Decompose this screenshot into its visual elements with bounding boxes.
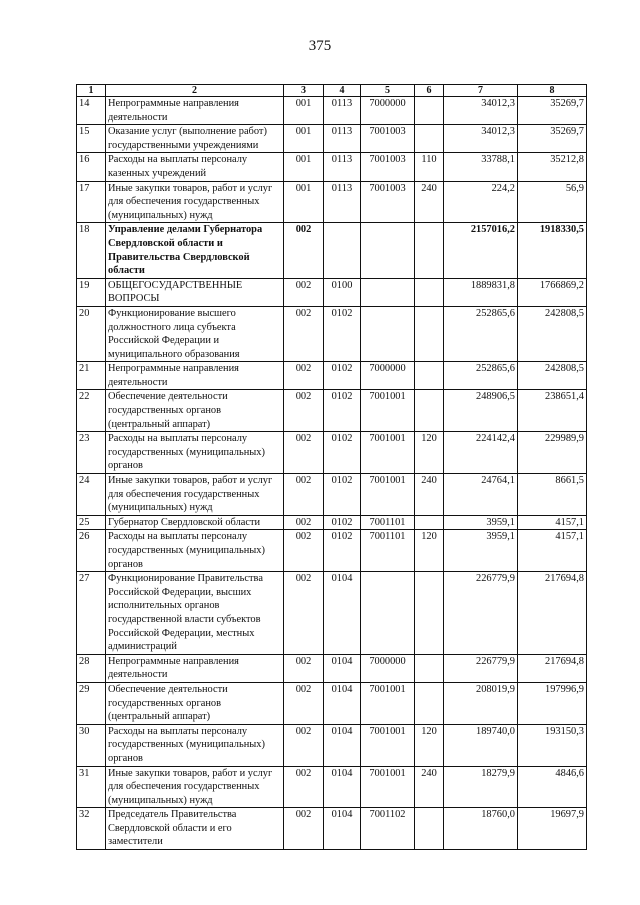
row-admin-code: 001 [284,153,324,181]
row-name: Непрограммные направления деятельности [106,362,284,390]
row-admin-code: 002 [284,278,324,306]
column-header: 3 [284,85,324,97]
row-sum-year2: 4157,1 [518,530,587,572]
row-expense-type [415,97,444,125]
row-expense-type [415,278,444,306]
table-row [77,572,587,655]
table-row [77,306,587,361]
table-row [77,390,587,432]
row-number: 19 [77,278,106,306]
row-target-code [361,572,415,655]
row-admin-code: 002 [284,530,324,572]
row-name: Функционирование Правительства Российской Федерации, высших исполнительных органов государственной власти субъектов Российской Федерации, местных администраций [106,572,284,655]
row-name: Непрограммные направления деятельности [106,654,284,682]
row-sum-year1: 252865,6 [444,362,518,390]
row-name: Расходы на выплаты персоналу казенных учреждений [106,153,284,181]
row-sum-year1: 248906,5 [444,390,518,432]
page-number: 375 [308,38,332,54]
row-expense-type [415,125,444,153]
table-row [77,153,587,181]
row-section-code: 0102 [324,390,361,432]
row-expense-type: 240 [415,766,444,808]
row-target-code: 7001001 [361,474,415,516]
row-target-code: 7001101 [361,530,415,572]
table-row [77,362,587,390]
row-target-code: 7001001 [361,766,415,808]
row-expense-type [415,654,444,682]
row-sum-year2: 1766869,2 [518,278,587,306]
row-expense-type: 120 [415,432,444,474]
row-target-code: 7001001 [361,724,415,766]
row-target-code [361,306,415,361]
row-target-code: 7001003 [361,153,415,181]
row-target-code: 7000000 [361,362,415,390]
row-admin-code: 002 [284,515,324,530]
budget-table [76,84,587,850]
row-number: 23 [77,432,106,474]
row-number: 31 [77,766,106,808]
row-number: 17 [77,181,106,223]
row-name: Обеспечение деятельности государственных органов (центральный аппарат) [106,682,284,724]
row-sum-year2: 238651,4 [518,390,587,432]
row-sum-year1: 224,2 [444,181,518,223]
table-row [77,724,587,766]
row-name: Обеспечение деятельности государственных органов (центральный аппарат) [106,390,284,432]
table-header-row [77,85,587,97]
table-row [77,682,587,724]
row-number: 32 [77,808,106,850]
table-row [77,125,587,153]
row-section-code: 0102 [324,515,361,530]
row-name: Расходы на выплаты персоналу государственных (муниципальных) органов [106,530,284,572]
row-name: Расходы на выплаты персоналу государственных (муниципальных) органов [106,724,284,766]
table-row [77,223,587,278]
row-sum-year1: 252865,6 [444,306,518,361]
row-sum-year2: 193150,3 [518,724,587,766]
row-sum-year1: 33788,1 [444,153,518,181]
row-sum-year1: 18760,0 [444,808,518,850]
row-section-code: 0104 [324,654,361,682]
row-number: 15 [77,125,106,153]
table-row [77,530,587,572]
row-name: Иные закупки товаров, работ и услуг для обеспечения государственных (муниципальных) нужд [106,766,284,808]
row-number: 14 [77,97,106,125]
row-section-code: 0104 [324,572,361,655]
row-name: Непрограммные направления деятельности [106,97,284,125]
column-header: 4 [324,85,361,97]
row-sum-year2: 242808,5 [518,306,587,361]
row-section-code: 0104 [324,808,361,850]
column-header: 2 [106,85,284,97]
row-admin-code: 002 [284,654,324,682]
row-target-code: 7001001 [361,432,415,474]
row-target-code: 7001003 [361,125,415,153]
row-admin-code: 002 [284,474,324,516]
row-target-code: 7000000 [361,97,415,125]
row-section-code: 0102 [324,362,361,390]
row-section-code: 0113 [324,125,361,153]
row-name: Управление делами Губернатора Свердловской области и Правительства Свердловской области [106,223,284,278]
row-sum-year2: 19697,9 [518,808,587,850]
column-header: 1 [77,85,106,97]
row-sum-year1: 2157016,2 [444,223,518,278]
row-section-code: 0102 [324,306,361,361]
column-header: 7 [444,85,518,97]
row-number: 22 [77,390,106,432]
table-row [77,474,587,516]
row-name: Губернатор Свердловской области [106,515,284,530]
row-sum-year2: 56,9 [518,181,587,223]
row-expense-type [415,808,444,850]
row-admin-code: 001 [284,181,324,223]
row-section-code: 0113 [324,97,361,125]
row-sum-year2: 217694,8 [518,572,587,655]
row-name: ОБЩЕГОСУДАРСТВЕННЫЕ ВОПРОСЫ [106,278,284,306]
table-row [77,515,587,530]
row-sum-year2: 35269,7 [518,97,587,125]
row-admin-code: 002 [284,724,324,766]
row-sum-year1: 3959,1 [444,530,518,572]
row-expense-type [415,572,444,655]
row-number: 21 [77,362,106,390]
row-admin-code: 002 [284,682,324,724]
row-name: Оказание услуг (выполнение работ) государственными учреждениями [106,125,284,153]
row-target-code: 7001101 [361,515,415,530]
table-row [77,278,587,306]
row-section-code: 0113 [324,153,361,181]
row-sum-year1: 18279,9 [444,766,518,808]
row-expense-type: 120 [415,530,444,572]
row-sum-year2: 242808,5 [518,362,587,390]
row-sum-year2: 35269,7 [518,125,587,153]
row-admin-code: 002 [284,223,324,278]
row-target-code: 7001102 [361,808,415,850]
row-sum-year1: 34012,3 [444,97,518,125]
row-sum-year1: 1889831,8 [444,278,518,306]
row-sum-year1: 226779,9 [444,654,518,682]
row-target-code: 7001003 [361,181,415,223]
row-target-code: 7001001 [361,390,415,432]
row-admin-code: 002 [284,572,324,655]
row-name: Иные закупки товаров, работ и услуг для обеспечения государственных (муниципальных) нужд [106,474,284,516]
row-section-code: 0102 [324,474,361,516]
row-name: Расходы на выплаты персоналу государственных (муниципальных) органов [106,432,284,474]
row-expense-type [415,223,444,278]
row-name: Иные закупки товаров, работ и услуг для обеспечения государственных (муниципальных) нужд [106,181,284,223]
row-expense-type: 240 [415,474,444,516]
row-number: 28 [77,654,106,682]
row-number: 29 [77,682,106,724]
row-number: 25 [77,515,106,530]
row-sum-year2: 1918330,5 [518,223,587,278]
row-section-code: 0113 [324,181,361,223]
row-sum-year1: 34012,3 [444,125,518,153]
row-expense-type: 110 [415,153,444,181]
row-expense-type [415,682,444,724]
row-target-code [361,223,415,278]
row-admin-code: 002 [284,808,324,850]
row-sum-year2: 229989,9 [518,432,587,474]
row-number: 20 [77,306,106,361]
row-sum-year2: 35212,8 [518,153,587,181]
row-sum-year2: 4846,6 [518,766,587,808]
row-number: 24 [77,474,106,516]
row-number: 27 [77,572,106,655]
row-number: 16 [77,153,106,181]
table-row [77,654,587,682]
row-section-code: 0102 [324,530,361,572]
row-number: 30 [77,724,106,766]
row-admin-code: 002 [284,362,324,390]
row-admin-code: 002 [284,306,324,361]
row-number: 26 [77,530,106,572]
row-section-code: 0102 [324,432,361,474]
column-header: 6 [415,85,444,97]
row-section-code: 0104 [324,682,361,724]
row-expense-type [415,306,444,361]
row-admin-code: 001 [284,125,324,153]
row-admin-code: 001 [284,97,324,125]
row-sum-year2: 4157,1 [518,515,587,530]
row-sum-year1: 226779,9 [444,572,518,655]
row-target-code: 7000000 [361,654,415,682]
row-target-code [361,278,415,306]
row-target-code: 7001001 [361,682,415,724]
row-expense-type [415,515,444,530]
row-section-code: 0100 [324,278,361,306]
row-admin-code: 002 [284,766,324,808]
row-sum-year1: 3959,1 [444,515,518,530]
row-expense-type [415,362,444,390]
table-row [77,97,587,125]
row-sum-year1: 189740,0 [444,724,518,766]
table-row [77,432,587,474]
row-sum-year2: 197996,9 [518,682,587,724]
row-sum-year2: 217694,8 [518,654,587,682]
row-expense-type: 240 [415,181,444,223]
table-row [77,766,587,808]
row-section-code: 0104 [324,766,361,808]
row-name: Председатель Правительства Свердловской области и его заместители [106,808,284,850]
row-sum-year1: 24764,1 [444,474,518,516]
row-section-code [324,223,361,278]
row-name: Функционирование высшего должностного лица субъекта Российской Федерации и муниципального образования [106,306,284,361]
row-sum-year1: 224142,4 [444,432,518,474]
table-row [77,808,587,850]
column-header: 5 [361,85,415,97]
table-row [77,181,587,223]
row-expense-type [415,390,444,432]
row-expense-type: 120 [415,724,444,766]
column-header: 8 [518,85,587,97]
row-admin-code: 002 [284,390,324,432]
row-admin-code: 002 [284,432,324,474]
row-number: 18 [77,223,106,278]
row-section-code: 0104 [324,724,361,766]
row-sum-year2: 8661,5 [518,474,587,516]
row-sum-year1: 208019,9 [444,682,518,724]
